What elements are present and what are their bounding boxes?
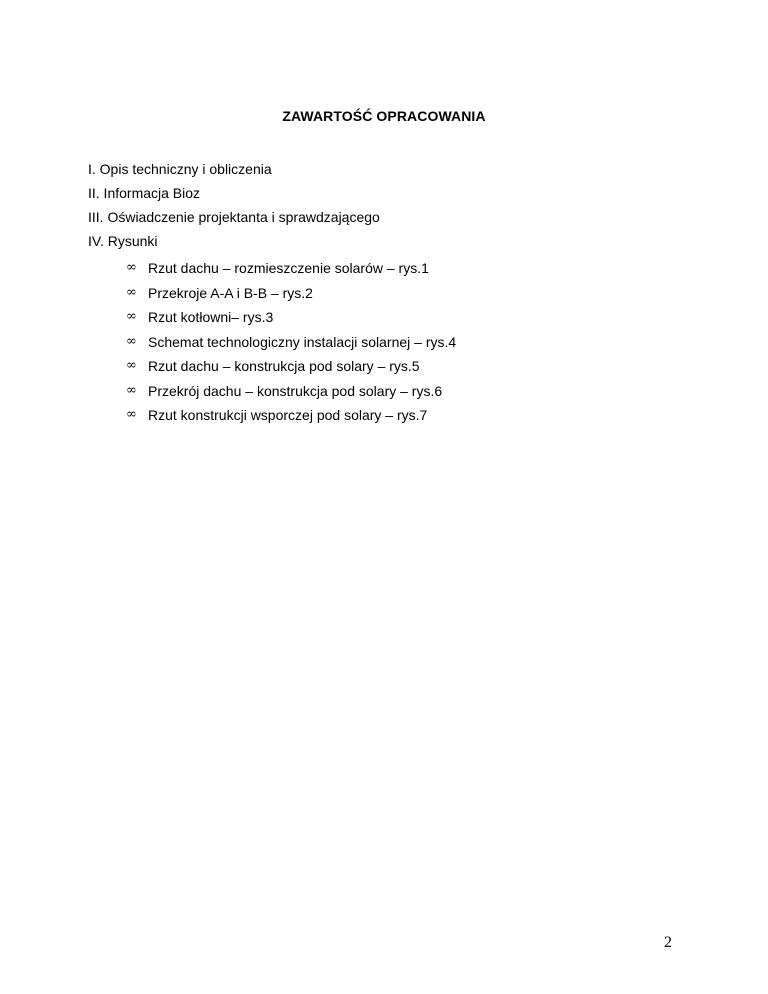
drawing-item bbox=[88, 256, 456, 281]
contents-item-oswiadczenie: III. Oświadczenie projektanta i sprawdzającego bbox=[88, 209, 380, 225]
drawing-label: Rzut dachu – konstrukcja pod solary – rys.5 bbox=[148, 358, 420, 374]
drawing-item bbox=[88, 305, 456, 330]
drawing-label: Rzut kotłowni– rys.3 bbox=[148, 309, 274, 325]
drawing-item bbox=[88, 403, 456, 428]
infinity-bullet-icon: ∞ bbox=[126, 358, 137, 373]
document-title: ZAWARTOŚĆ OPRACOWANIA bbox=[282, 108, 486, 124]
contents-item-opis: I. Opis techniczny i obliczenia bbox=[88, 161, 272, 177]
drawing-label: Przekrój dachu – konstrukcja pod solary – rys.6 bbox=[148, 382, 443, 399]
infinity-bullet-icon: ∞ bbox=[126, 382, 137, 398]
page-number: 2 bbox=[664, 934, 672, 951]
infinity-bullet-icon: ∞ bbox=[126, 309, 137, 324]
drawing-label: Przekroje A-A i B-B – rys.2 bbox=[148, 284, 313, 301]
drawings-list bbox=[88, 256, 456, 428]
drawing-item bbox=[88, 330, 456, 355]
drawing-label: Rzut konstrukcji wsporczej pod solary – rys.7 bbox=[148, 407, 428, 423]
contents-item-rysunki: IV. Rysunki bbox=[88, 233, 158, 249]
drawing-item bbox=[88, 354, 456, 379]
infinity-bullet-icon: ∞ bbox=[126, 407, 137, 422]
contents-list bbox=[88, 157, 380, 253]
infinity-bullet-icon: ∞ bbox=[126, 284, 137, 300]
contents-item-bioz: II. Informacja Bioz bbox=[88, 185, 201, 201]
drawing-item bbox=[88, 281, 456, 306]
drawing-item bbox=[88, 379, 456, 404]
infinity-bullet-icon: ∞ bbox=[126, 333, 137, 349]
drawing-label: Rzut dachu – rozmieszczenie solarów – rys.1 bbox=[148, 260, 429, 276]
infinity-bullet-icon: ∞ bbox=[126, 260, 137, 275]
drawing-label: Schemat technologiczny instalacji solarnej – rys.4 bbox=[148, 333, 457, 350]
